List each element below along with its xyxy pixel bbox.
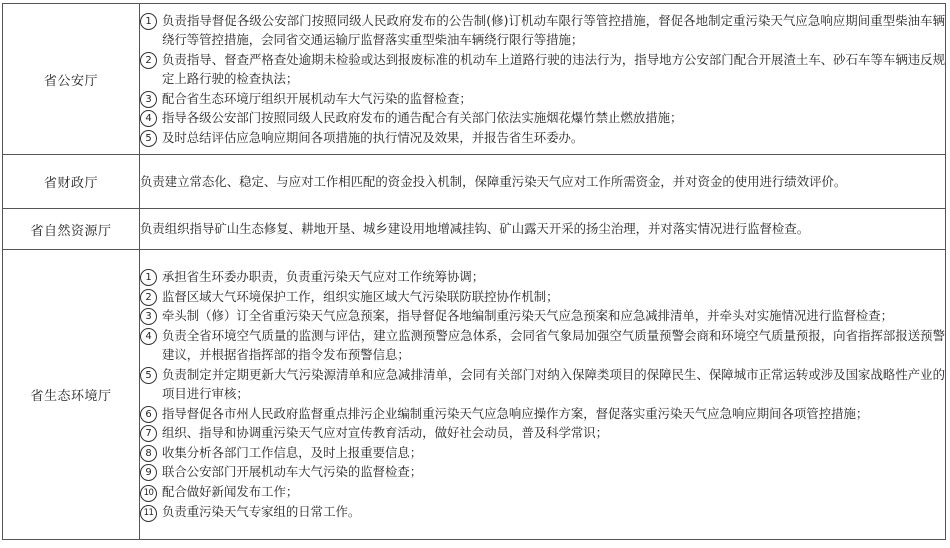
circled-number: 5 bbox=[140, 365, 162, 385]
item-text: 承担省生环委办职责，负责重污染天气应对工作统筹协调； bbox=[162, 269, 485, 285]
duty-paragraph: 负责建立常态化、稳定、与应对工作相匹配的资金投入机制，保障重污染天气应对工作所需资金，并对资金的使用进行绩效评价。 bbox=[140, 173, 847, 189]
list-item bbox=[140, 128, 945, 148]
circled-number: 2 bbox=[140, 50, 162, 70]
duty-list bbox=[140, 4, 946, 155]
item-text: 负责指导督促各级公安部门按照同级人民政府发布的公告制(修)订机动车限行等管控措施，督促各地制定重污染天气应急响应期间重型柴油车辆绕行等管控措施，会同省交通运输厅监督落实重型柴油车辆绕行限行等措施； bbox=[162, 12, 945, 48]
list-item bbox=[140, 326, 945, 365]
circled-number: 4 bbox=[140, 326, 162, 346]
item-text: 监督区域大气环境保护工作，组织实施区域大气污染联防联控协作机制； bbox=[162, 288, 559, 304]
circled-number: 5 bbox=[140, 128, 162, 148]
circled-number: 4 bbox=[140, 108, 162, 128]
circled-number: 8 bbox=[140, 443, 162, 463]
item-text: 负责制定并定期更新大气污染源清单和应急减排清单，会同有关部门对纳入保障类项目的保障民生、保障城市正常运转或涉及国家战略性产业的项目进行审核； bbox=[162, 366, 945, 402]
circled-number: 2 bbox=[140, 287, 162, 307]
list-item bbox=[140, 482, 945, 502]
circled-number: 10 bbox=[140, 482, 162, 502]
item-text: 负责重污染天气专家组的日常工作。 bbox=[162, 503, 361, 519]
item-text: 指导各级公安部门按照同级人民政府发布的通告配合有关部门依法实施烟花爆竹禁止燃放措施； bbox=[162, 110, 683, 126]
item-text: 负责全省环境空气质量的监测与评估，建立监测预警应急体系，会同省气象局加强空气质量预警会商和环境空气质量预报，向省指挥部报送预警建议，并根据省指挥部的指令发布预警信息； bbox=[162, 327, 945, 363]
item-text: 负责指导、督查严格查处逾期未检验或达到报废标准的机动车上道路行驶的违法行为，指导地方公安部门配合开展渣土车、砂石车等车辆违反规定上路行驶的检查执法； bbox=[162, 51, 945, 87]
table-row-public-security bbox=[3, 4, 946, 155]
list-item bbox=[140, 443, 945, 463]
circled-number: 11 bbox=[140, 502, 162, 522]
list-item bbox=[140, 108, 945, 128]
circled-number: 7 bbox=[140, 423, 162, 443]
duty-text-cell bbox=[140, 209, 946, 250]
table-row-finance bbox=[3, 155, 946, 209]
item-text: 组织、指导和协调重污染天气应对宣传教育活动，做好社会动员，普及科学常识； bbox=[162, 425, 609, 441]
duty-text-cell bbox=[140, 155, 946, 209]
circled-number: 1 bbox=[140, 11, 162, 31]
list-item bbox=[140, 11, 945, 50]
list-item bbox=[140, 404, 945, 424]
list-item bbox=[140, 365, 945, 404]
circled-number: 3 bbox=[140, 306, 162, 326]
duty-paragraph: 负责组织指导矿山生态修复、耕地开垦、城乡建设用地增减挂钩、矿山露天开采的扬尘治理，并对落实情况进行监督检查。 bbox=[140, 221, 810, 237]
department-name: 省自然资源厅 bbox=[3, 209, 140, 250]
list-item bbox=[140, 462, 945, 482]
department-name: 省公安厅 bbox=[3, 4, 140, 155]
duty-list bbox=[140, 250, 946, 540]
list-item bbox=[140, 50, 945, 89]
table-row-ecology-environment bbox=[3, 250, 946, 540]
list-item bbox=[140, 306, 945, 326]
department-name: 省生态环境厅 bbox=[3, 250, 140, 540]
list-item bbox=[140, 89, 945, 109]
item-text: 及时总结评估应急响应期间各项措施的执行情况及效果，并报告省生环委办。 bbox=[162, 129, 584, 145]
list-item bbox=[140, 287, 945, 307]
table-row-natural-resources bbox=[3, 209, 946, 250]
item-text: 收集分析各部门工作信息，及时上报重要信息； bbox=[162, 444, 423, 460]
item-text: 牵头制（修）订全省重污染天气应急预案，指导督促各地编制重污染天气应急预案和应急减排清单，并牵头对实施情况进行监督检查； bbox=[162, 308, 894, 324]
department-name: 省财政厅 bbox=[3, 155, 140, 209]
list-item bbox=[140, 502, 945, 522]
circled-number: 1 bbox=[140, 267, 162, 287]
item-text: 指导督促各市州人民政府监督重点排污企业编制重污染天气应急响应操作方案，督促落实重污染天气应急响应期间各项管控措施； bbox=[162, 405, 869, 421]
item-text: 配合做好新闻发布工作； bbox=[162, 483, 299, 499]
circled-number: 3 bbox=[140, 89, 162, 109]
responsibility-table bbox=[2, 3, 946, 540]
circled-number: 6 bbox=[140, 404, 162, 424]
list-item bbox=[140, 423, 945, 443]
list-item bbox=[140, 267, 945, 287]
item-text: 配合省生态环境厅组织开展机动车大气污染的监督检查； bbox=[162, 90, 472, 106]
item-text: 联合公安部门开展机动车大气污染的监督检查； bbox=[162, 464, 423, 480]
circled-number: 9 bbox=[140, 462, 162, 482]
